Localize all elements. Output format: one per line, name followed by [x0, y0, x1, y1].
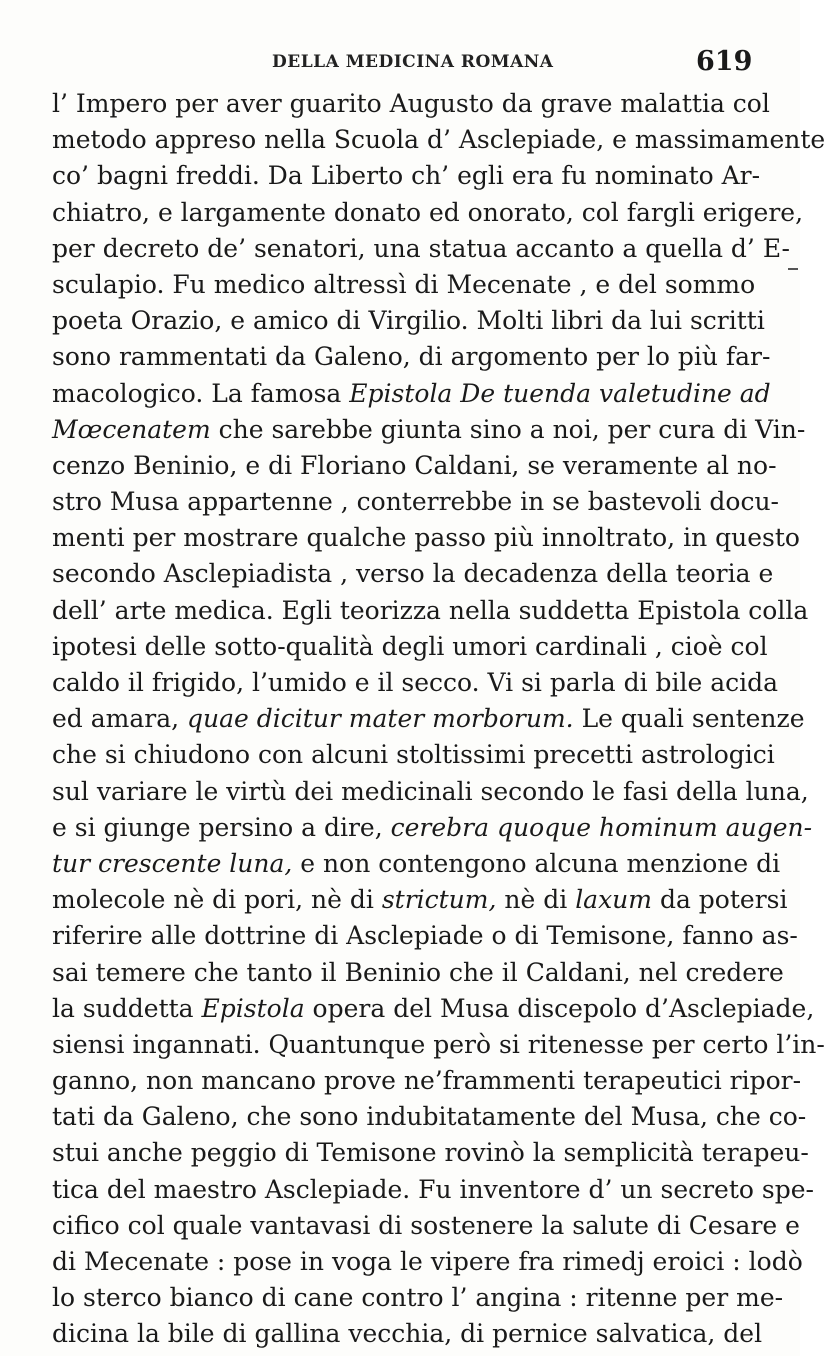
text-line [52, 1099, 807, 1135]
text-line [52, 918, 798, 954]
body-text [52, 86, 825, 1353]
text-line [52, 303, 765, 339]
text-line [52, 1208, 800, 1244]
text-line [52, 158, 761, 194]
text-segment: sculapio. Fu medico altressì di Mecenate , e del sommo [52, 269, 756, 299]
text-line [52, 231, 790, 267]
text-line [52, 412, 806, 448]
running-head: DELLA MEDICINA ROMANA [272, 52, 554, 72]
text-line [52, 1027, 825, 1063]
text-segment: macologico. La famosa [52, 378, 350, 408]
text-segment: per decreto de’ senatori, una statua accanto a quella d’ E- [52, 233, 790, 263]
text-segment: co’ bagni freddi. Da Liberto ch’ egli era fu nominato Ar- [52, 161, 761, 191]
text-line [52, 774, 809, 810]
text-segment: sul variare le virtù dei medicinali secondo le fasi della luna, [52, 776, 809, 806]
text-line [52, 267, 756, 303]
text-line [52, 737, 775, 773]
text-segment: la suddetta [52, 993, 202, 1023]
text-segment: secondo Asclepiadista , verso la decadenza della teoria e [52, 559, 774, 589]
text-line [52, 1172, 814, 1208]
text-segment: ganno, non mancano prove ne’frammenti terapeutici ripor- [52, 1066, 802, 1096]
text-line [52, 955, 784, 991]
text-segment: siensi ingannati. Quantunque però si ritenesse per certo l’in- [52, 1029, 825, 1059]
text-segment: che si chiudono con alcuni stoltissimi precetti astrologici [52, 740, 775, 770]
text-segment: metodo appreso nella Scuola d’ Asclepiade, e massimamente [52, 125, 825, 155]
italic-text-segment: cerebra quoque hominum augen- [390, 812, 813, 842]
italic-text-segment: quae dicitur mater morborum. [187, 704, 574, 734]
margin-mark [788, 268, 798, 270]
text-segment: dicina la bile di gallina vecchia, di pernice salvatica, del [52, 1319, 763, 1349]
text-segment: sai temere che tanto il Beninio che il Caldani, nel credere [52, 957, 784, 987]
italic-text-segment: tur crescente luna, [52, 848, 293, 878]
text-segment: stui anche peggio di Temisone rovinò la semplicità terapeu- [52, 1138, 809, 1168]
text-segment: dell’ arte medica. Egli teorizza nella suddetta Epistola colla [52, 595, 809, 625]
italic-text-segment: Epistola [201, 993, 305, 1023]
text-line [52, 339, 771, 375]
text-line [52, 86, 770, 122]
text-line [52, 629, 768, 665]
text-line [52, 701, 805, 737]
text-line [52, 520, 800, 556]
italic-text-segment: Mœcenatem [52, 414, 211, 444]
text-segment: cifico col quale vantavasi di sostenere la salute di Cesare e [52, 1210, 800, 1240]
text-line [52, 556, 774, 592]
text-line [52, 195, 804, 231]
text-line [52, 1244, 803, 1280]
text-segment: nè di [496, 885, 576, 915]
text-line [52, 1135, 809, 1171]
text-line [52, 448, 777, 484]
text-segment: opera del Musa discepolo d’Asclepiade, [304, 993, 815, 1023]
text-line [52, 991, 815, 1027]
italic-text-segment: Epistola De tuenda valetudine ad [349, 378, 771, 408]
text-segment: tica del maestro Asclepiade. Fu inventore d’ un secreto spe- [52, 1174, 814, 1204]
text-segment: menti per mostrare qualche passo più innoltrato, in questo [52, 523, 800, 553]
text-segment: e non contengono alcuna menzione di [292, 848, 781, 878]
text-line [52, 1063, 802, 1099]
italic-text-segment: strictum, [381, 885, 497, 915]
text-segment: poeta Orazio, e amico di Virgilio. Molti libri da lui scritti [52, 306, 765, 336]
text-line [52, 846, 781, 882]
text-segment: tati da Galeno, che sono indubitatamente del Musa, che co- [52, 1102, 807, 1132]
text-segment: che sarebbe giunta sino a noi, per cura di Vin- [210, 414, 806, 444]
text-segment: ed amara, [52, 704, 188, 734]
text-line [52, 593, 809, 629]
text-segment: e si giunge persino a dire, [52, 812, 391, 842]
text-segment: lo sterco bianco di cane contro l’ angina : ritenne per me- [52, 1283, 784, 1313]
text-segment: stro Musa appartenne , conterrebbe in se bastevoli docu- [52, 487, 780, 517]
text-segment: riferire alle dottrine di Asclepiade o di Temisone, fanno as- [52, 921, 798, 951]
text-line [52, 484, 780, 520]
text-line [52, 882, 788, 918]
text-segment: da potersi [652, 885, 788, 915]
text-line [52, 122, 825, 158]
text-line [52, 665, 779, 701]
text-line [52, 1280, 784, 1316]
italic-text-segment: laxum [575, 885, 652, 915]
text-segment: l’ Impero per aver guarito Augusto da grave malattia col [52, 89, 770, 118]
text-line [52, 1316, 763, 1352]
text-segment: molecole nè di pori, nè di [52, 885, 382, 915]
text-line [52, 376, 771, 412]
text-line [52, 810, 813, 846]
text-segment: di Mecenate : pose in voga le vipere fra rimedj eroici : lodò [52, 1247, 803, 1276]
text-segment: caldo il frigido, l’umido e il secco. Vi si parla di bile acida [52, 668, 779, 697]
page-number: 619 [696, 46, 753, 77]
text-segment: cenzo Beninio, e di Floriano Caldani, se veramente al no- [52, 450, 777, 480]
text-segment: ipotesi delle sotto-qualità degli umori cardinali , cioè col [52, 631, 768, 661]
text-segment: chiatro, e largamente donato ed onorato, col fargli erigere, [52, 197, 804, 227]
page-header [0, 46, 800, 86]
text-segment: sono rammentati da Galeno, di argomento per lo più far- [52, 342, 771, 372]
text-segment: Le quali sentenze [573, 704, 805, 734]
